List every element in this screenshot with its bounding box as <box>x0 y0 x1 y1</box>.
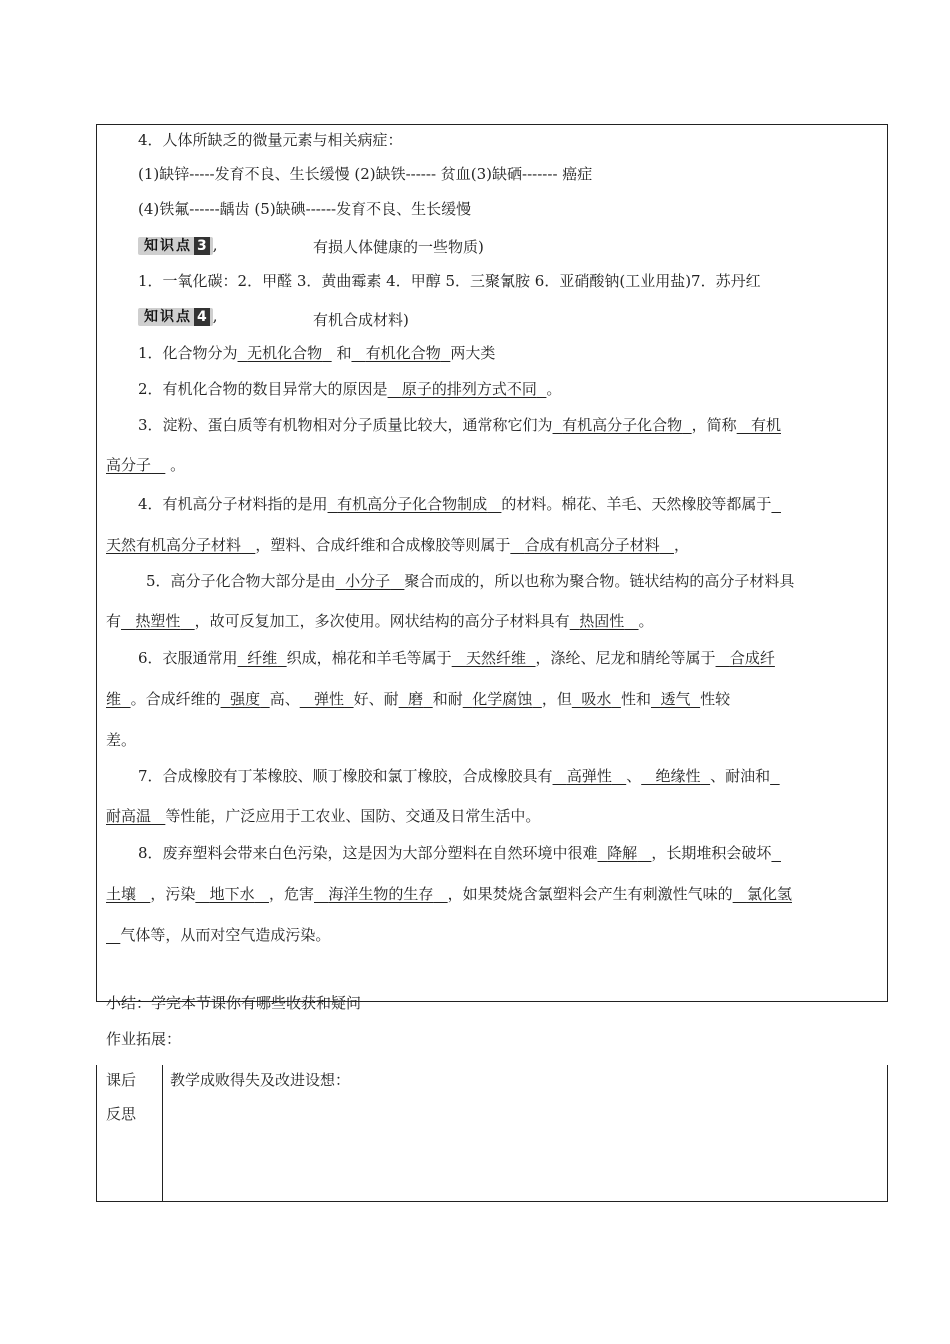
reflection-content: 教学成败得失及改进设想： <box>170 1071 351 1089</box>
paragraph-4-line-2: 天然有机高分子材料 ，塑料、合成纤维和合成橡胶等则属于 合成有机高分子材料 ， <box>106 536 689 554</box>
section-4-line-1: (1)缺锌-----发育不良、生长缓慢 (2)缺铁------ 贫血(3)缺硒------- 癌症 <box>138 165 593 183</box>
reflection-divider <box>162 1065 163 1201</box>
reflection-label-bottom: 反思 <box>106 1105 137 1123</box>
knowledge-point-3-heading: 知识点 3 , <box>138 235 218 255</box>
summary-text: 小结：学完本节课你有哪些收获和疑问 <box>106 994 362 1012</box>
paragraph-6-line-2: 维 。合成纤维的 强度 高、 弹性 好、耐 磨 和耐 化学腐蚀 ，但 吸水 性和 透气 性较 <box>106 690 731 708</box>
paragraph-3-line-1: 3．淀粉、蛋白质等有机物相对分子质量比较大，通常称它们为 有机高分子化合物 ，简称 有机 <box>138 416 781 434</box>
paragraph-1: 1．化合物分为 无机化合物 和 有机化合物 两大类 <box>138 344 496 362</box>
knowledge-point-4-heading: 知识点 4 , <box>138 306 218 326</box>
paragraph-4-line-1: 4．有机高分子材料指的是用 有机高分子化合物制成 的材料。棉花、羊毛、天然橡胶等都属于 <box>138 495 772 513</box>
paragraph-8-line-1: 8．废弃塑料会带来白色污染，这是因为大部分塑料在自然环境中很难 降解 ，长期堆积会破坏 <box>138 844 772 862</box>
paragraph-5-line-1: 5．高分子化合物大部分是由 小分子 聚合而成的，所以也称为聚合物。链状结构的高分子材料具 <box>146 572 795 590</box>
knowledge-point-4-badge: 知识点 4 <box>138 308 213 326</box>
knowledge-point-3-title: 有损人体健康的一些物质) <box>313 238 484 256</box>
section-4-title: 4．人体所缺乏的微量元素与相关病症： <box>138 131 403 149</box>
paragraph-3-line-2: 高分子 。 <box>106 456 186 474</box>
paragraph-6-line-3: 差。 <box>106 731 137 749</box>
paragraph-8-line-2: 土壤 ，污染 地下水 ，危害 海洋生物的生存 ，如果焚烧含氯塑料会产生有刺激性气味的 氯化氢 <box>106 885 792 903</box>
paragraph-7-line-1: 7．合成橡胶有丁苯橡胶、顺丁橡胶和氯丁橡胶，合成橡胶具有 高弹性 、 绝缘性 、耐油和 <box>138 767 771 785</box>
paragraph-6-line-1: 6．衣服通常用 纤维 织成，棉花和羊毛等属于 天然纤维 ，涤纶、尼龙和腈纶等属于 合成纤 <box>138 649 775 667</box>
section-4-line-2: (4)铁氟------龋齿 (5)缺碘------发育不良、生长缓慢 <box>138 200 472 218</box>
knowledge-point-3-items: 1．一氧化碳：2．甲醛 3．黄曲霉素 4．甲醇 5．三聚氰胺 6．亚硝酸钠(工业用盐)7．苏丹红 <box>138 272 761 290</box>
paragraph-5-line-2: 有 热塑性 ，故可反复加工，多次使用。网状结构的高分子材料具有 热固性 。 <box>106 612 654 630</box>
paragraph-8-line-3: 气体等，从而对空气造成污染。 <box>120 926 331 944</box>
knowledge-point-4-title: 有机合成材料) <box>313 311 409 329</box>
content-frame <box>96 124 888 1002</box>
reflection-label-top: 课后 <box>106 1071 137 1089</box>
homework-label: 作业拓展： <box>106 1030 182 1048</box>
paragraph-2: 2．有机化合物的数目异常大的原因是 原子的排列方式不同 。 <box>138 380 562 398</box>
knowledge-point-3-badge: 知识点 3 <box>138 237 213 255</box>
paragraph-7-line-2: 耐高温 等性能，广泛应用于工农业、国防、交通及日常生活中。 <box>106 807 541 825</box>
